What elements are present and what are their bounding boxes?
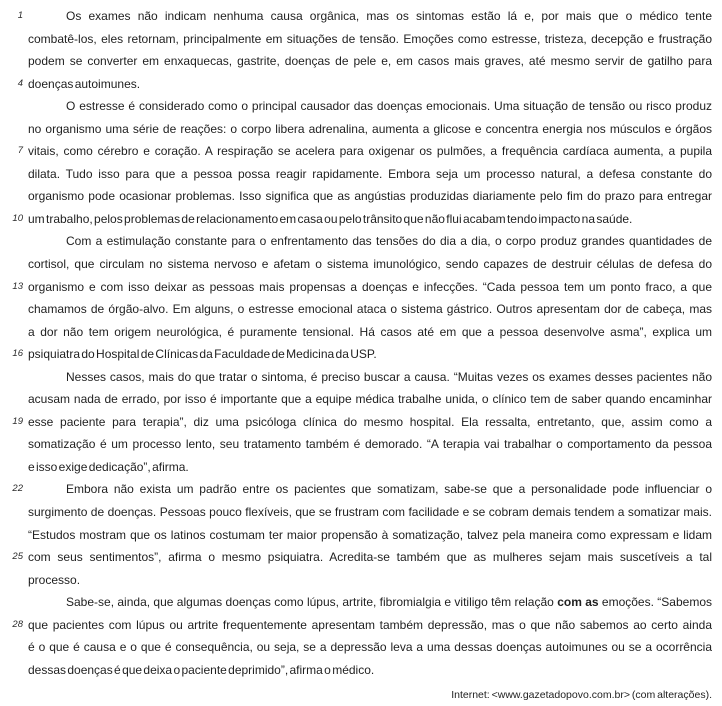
- line-text: podem se converter em enxaquecas, gastrite, doenças de pele e, em casos mais graves, até mesmo servir de gatilho para: [28, 54, 712, 69]
- line-number: 4: [17, 77, 23, 89]
- text-line: [0, 208, 712, 231]
- line-number: 13: [12, 280, 23, 292]
- text-line: [0, 95, 712, 118]
- highlighted-phrase: com as: [557, 595, 599, 610]
- line-text: no organismo uma série de reações: o corpo libera adrenalina, aumenta a glicose e concentra energia nos músculos e órgãos: [28, 121, 712, 136]
- text-line: [0, 230, 712, 253]
- text-line: [0, 546, 712, 569]
- text-line: [0, 298, 712, 321]
- text-line: [0, 591, 712, 614]
- text-line: [0, 163, 712, 186]
- line-text: Nesses casos, mais do que tratar o sintoma, é preciso buscar a causa. “Muitas vezes os exames desses pacientes não: [66, 369, 712, 384]
- line-text: processo.: [28, 572, 81, 587]
- line-number: 1: [17, 10, 23, 21]
- line-text: esse paciente para terapia”, diz uma psicóloga clínica do mesmo hospital. Ela ressalta, entretanto, que, assim como a: [28, 414, 712, 429]
- text-line: [0, 28, 712, 51]
- text-line: [0, 276, 712, 299]
- line-text: psiquiatra do Hospital de Clínicas da Faculdade de Medicina da USP.: [28, 347, 377, 362]
- line-text: dilata. Tudo isso para que a pessoa possa reagir rapidamente. Embora seja um processo natural, a defesa constante do: [28, 166, 712, 181]
- text-line: [0, 73, 712, 96]
- text-line: [0, 636, 712, 659]
- line-number: 7: [17, 145, 23, 157]
- line-text: surgimento de doenças. Pessoas pouco flexíveis, que se frustram com facilidade e se cobram demais tendem a somatizar mais.: [28, 505, 712, 520]
- line-text: cortisol, que circulam no sistema nervoso e afetam o sistema imunológico, sendo capazes de destruir células de defesa do: [28, 257, 712, 272]
- line-text: O estresse é considerado como o principal causador das doenças emocionais. Uma situação de tensão ou risco produz: [66, 99, 712, 114]
- text-line: [0, 118, 712, 141]
- text-line: [0, 140, 712, 163]
- line-text: é o que é causa e o que é consequência, ou seja, se a depressão leva a uma dessas doenças autoimunes ou se a ocorrência: [28, 640, 712, 655]
- text-block: [0, 5, 712, 681]
- line-text: um trabalho, pelos problemas de relacionamento em casa ou pelo trânsito que não flui acabam tendo impacto na saúde.: [28, 211, 633, 226]
- text-line: [0, 659, 712, 682]
- line-text: combatê-los, eles retornam, principalmente em situações de tensão. Emoções como estresse, tristeza, decepção e frustração: [28, 31, 712, 46]
- text-line: [0, 366, 712, 389]
- line-text: Sabe-se, ainda, que algumas doenças como lúpus, artrite, fibromialgia e vitiligo têm relação com as emoções. “Sabemos: [66, 595, 712, 610]
- text-line: [0, 501, 712, 524]
- line-text: somatização é um processo lento, seu tratamento também é demorado. “A terapia vai trabalhar o comportamento da pessoa: [28, 437, 712, 452]
- line-text: Os exames não indicam nenhuma causa orgânica, mas os sintomas estão lá e, por mais que o médico tente: [66, 9, 712, 23]
- line-text: que pacientes com lúpus ou artrite frequentemente apresentam também depressão, mas o que não sabemos ao certo ainda: [28, 617, 712, 632]
- line-text: doenças autoimunes.: [28, 76, 141, 91]
- line-text: e isso exige dedicação”, afirma.: [28, 459, 189, 474]
- text-line: [0, 569, 712, 592]
- text-line: [0, 524, 712, 547]
- text-line: [0, 5, 712, 28]
- line-number: 25: [12, 551, 23, 563]
- line-text: “Estudos mostram que os latinos costumam ter maior propensão à somatização, talvez pela maneira como expressam e lidam: [28, 527, 712, 542]
- line-text: organismo pode ocasionar problemas. Isso significa que as angústias produzidas diariamente pelo fim do prazo para entregar: [28, 189, 712, 204]
- line-text: organismo e com isso deixar as pessoas mais propensas a doenças e infecções. “Cada pessoa tem um ponto fraco, a que: [28, 279, 712, 294]
- text-line: [0, 343, 712, 366]
- line-text: chamamos de órgão-alvo. Em alguns, o estresse emocional ataca o sistema gástrico. Outros apresentam dor de cabeça, mas: [28, 302, 712, 317]
- line-text: Embora não exista um padrão entre os pacientes que somatizam, sabe-se que a personalidade pode influenciar o: [66, 482, 712, 497]
- text-line: [0, 185, 712, 208]
- line-text: dessas doenças é que deixa o paciente deprimido”, afirma o médico.: [28, 662, 375, 677]
- line-text: com seus sentimentos”, afirma o mesmo psiquiatra. Acredita-se também que as mulheres sejam mais suscetíveis a tal: [28, 550, 712, 565]
- line-number: 19: [12, 415, 23, 427]
- text-line: [0, 50, 712, 73]
- source-citation: Internet: <www.gazetadopovo.com.br> (com alterações).: [451, 689, 712, 701]
- line-number: 22: [12, 483, 23, 495]
- line-text: a dor não tem origem neurológica, é puramente tensional. Há casos até em que a pessoa desenvolve asma”, explica um: [28, 324, 712, 339]
- line-text: Com a estimulação constante para o enfrentamento das tensões do dia a dia, o corpo produz grandes quantidades de: [66, 234, 712, 249]
- text-line: [0, 456, 712, 479]
- line-text: vitais, como cérebro e coração. A respiração se acelera para oxigenar os pulmões, a frequência cardíaca aumenta, a pupila: [28, 144, 712, 159]
- text-line: [0, 478, 712, 501]
- line-number: 28: [12, 618, 23, 630]
- line-number: 16: [12, 348, 23, 360]
- text-line: [0, 321, 712, 344]
- text-line: [0, 253, 712, 276]
- line-text: acusam nada de errado, por isso é importante que a equipe médica trabalhe unida, o clínico tem de saber quando encaminhar: [28, 392, 712, 407]
- text-line: [0, 388, 712, 411]
- text-line: [0, 433, 712, 456]
- text-line: [0, 411, 712, 434]
- line-number: 10: [12, 212, 23, 224]
- text-line: [0, 614, 712, 637]
